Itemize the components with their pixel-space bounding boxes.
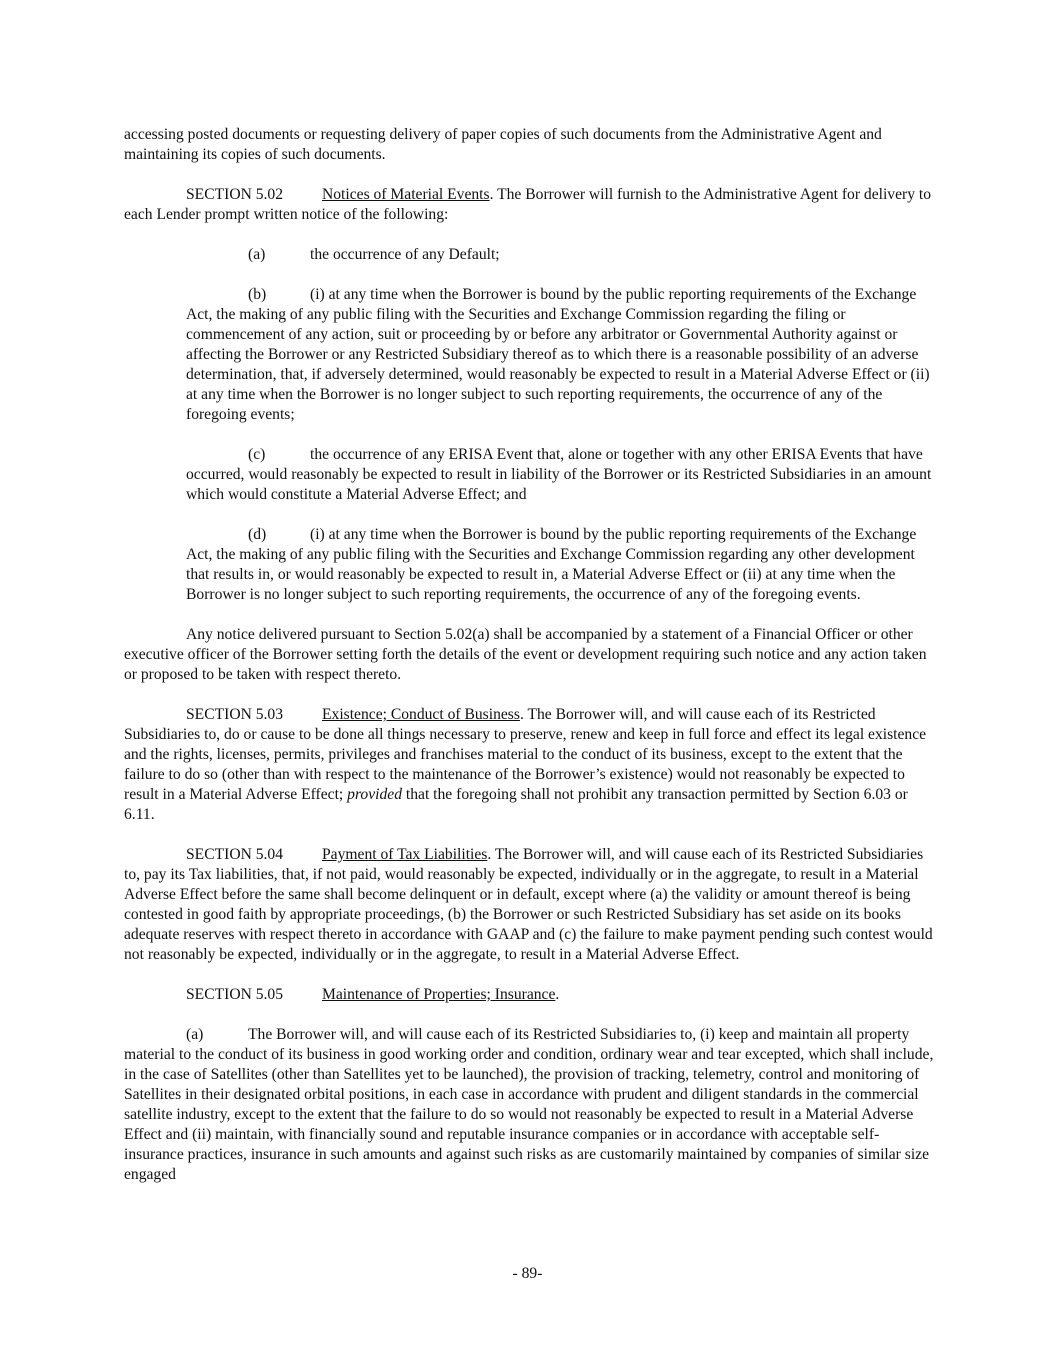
section-5-04-paragraph	[124, 845, 934, 965]
section-heading: Notices of Material Events	[322, 186, 490, 203]
section-label: SECTION 5.03	[186, 706, 284, 723]
section-5-02-paragraph	[124, 185, 934, 225]
list-item-b	[186, 285, 934, 425]
item-label: (a)	[186, 1026, 204, 1043]
section-heading: Payment of Tax Liabilities	[322, 846, 488, 863]
page-number: - 89-	[512, 1265, 543, 1282]
section-label: SECTION 5.05	[186, 986, 284, 1003]
section-body-end: that the foregoing shall not prohibit any transaction permitted by Section 6.03 or 6.11.	[124, 786, 908, 823]
item-label: (c)	[248, 446, 266, 463]
section-label: SECTION 5.02	[186, 186, 284, 203]
section-italic-term: provided	[347, 786, 402, 803]
section-label: SECTION 5.04	[186, 846, 284, 863]
item-text: the occurrence of any ERISA Event that, alone or together with any other ERISA Events that have occurred, would reasonably be expected to result in liability of the Borrower or its Restricted Subsidiaries in an amount which would constitute a Material Adverse Effect; and	[186, 446, 932, 503]
item-text: (i) at any time when the Borrower is bound by the public reporting requirements of the Exchange Act, the making of any public filing with the Securities and Exchange Commission regarding the filing or commencement of any action, suit or proceeding by or before any arbitrator or Governmental Authority against or affecting the Borrower or any Restricted Subsidiary thereof as to which there is a reasonable possibility of an adverse determination, that, if adversely determined, would reasonably be expected to result in a Material Adverse Effect or (ii) at any time when the Borrower is no longer subject to such reporting requirements, the occurrence of any of the foregoing events;	[186, 286, 930, 423]
item-label: (a)	[248, 246, 266, 263]
section-body: . The Borrower will, and will cause each of its Restricted Subsidiaries to, do or cause to be done all things necessary to preserve, renew and keep in full force and effect its legal existence and the rights, licenses, permits, privileges and franchises material to the conduct of its business, except to the extent that the failure to do so (other than with respect to the maintenance of the Borrower’s existence) would not reasonably be expected to result in a Material Adverse Effect;	[124, 706, 927, 803]
section-5-05-heading-paragraph	[124, 985, 934, 1005]
item-text: the occurrence of any Default;	[310, 246, 500, 263]
continuation-paragraph: accessing posted documents or requesting delivery of paper copies of such documents from the Administrative Agent and maintaining its copies of such documents.	[124, 126, 882, 163]
list-item-d	[186, 525, 934, 605]
list-item-a	[248, 245, 934, 265]
notice-closing-paragraph: Any notice delivered pursuant to Section 5.02(a) shall be accompanied by a statement of a Financial Officer or other executive officer of the Borrower setting forth the details of the event or development requiring such notice and any action taken or proposed to be taken with respect thereto.	[124, 626, 927, 683]
item-label: (b)	[248, 286, 267, 303]
item-label: (d)	[248, 526, 267, 543]
section-heading: Existence; Conduct of Business	[322, 706, 520, 723]
item-text: The Borrower will, and will cause each of its Restricted Subsidiaries to, (i) keep and maintain all property material to the conduct of its business in good working order and condition, ordinary wear and tear excepted, which shall include, in the case of Satellites (other than Satellites yet to be launched), the provision of tracking, telemetry, control and monitoring of Satellites in their designated orbital positions, in each case in accordance with prudent and diligent standards in the commercial satellite industry, except to the extent that the failure to do so would not reasonably be expected to result in a Material Adverse Effect and (ii) maintain, with financially sound and reputable insurance companies or in accordance with acceptable self-insurance practices, insurance in such amounts and against such risks as are customarily maintained by companies of similar size engaged	[124, 1026, 934, 1183]
list-item-c	[186, 445, 934, 505]
section-intro: . The Borrower will furnish to the Administrative Agent for delivery to each Lender prompt written notice of the following:	[124, 186, 932, 223]
section-heading: Maintenance of Properties; Insurance	[322, 986, 556, 1003]
item-text: (i) at any time when the Borrower is bound by the public reporting requirements of the Exchange Act, the making of any public filing with the Securities and Exchange Commission regarding any other development that results in, or would reasonably be expected to result in, a Material Adverse Effect or (ii) at any time when the Borrower is no longer subject to such reporting requirements, the occurrence of any of the foregoing events.	[186, 526, 917, 603]
document-page	[124, 125, 934, 1205]
section-body: . The Borrower will, and will cause each of its Restricted Subsidiaries to, pay its Tax liabilities, that, if not paid, would reasonably be expected, individually or in the aggregate, to result in a Material Adverse Effect before the same shall become delinquent or in default, except where (a) the validity or amount thereof is being contested in good faith by appropriate proceedings, (b) the Borrower or such Restricted Subsidiary has set aside on its books adequate reserves with respect thereto in accordance with GAAP and (c) the failure to make payment pending such contest would not reasonably be expected, individually or in the aggregate, to result in a Material Adverse Effect.	[124, 846, 933, 963]
section-heading-suffix: .	[555, 986, 560, 1003]
section-5-03-paragraph	[124, 705, 934, 825]
section-5-05-item-a	[124, 1025, 934, 1185]
